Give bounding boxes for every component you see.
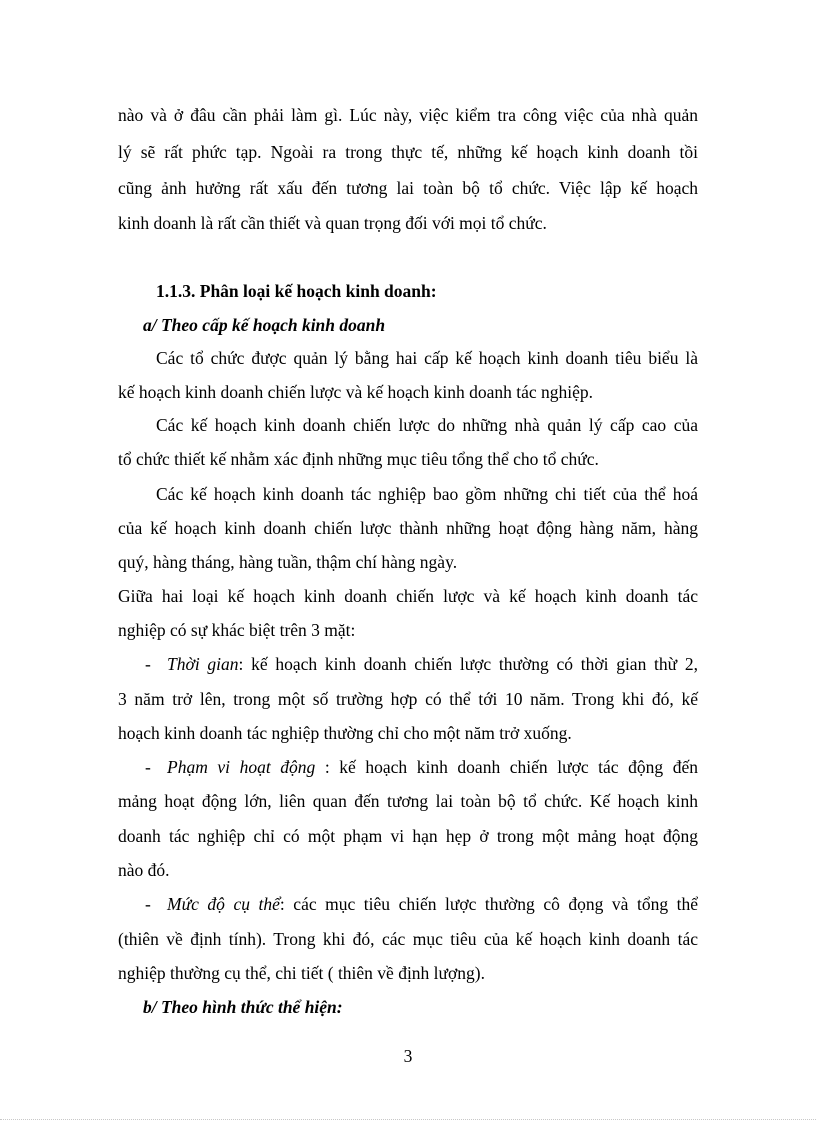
paragraph-line: doanh tác nghiệp chỉ có một phạm vi hạn hẹp ở trong một mảng hoạt động xyxy=(118,826,698,846)
paragraph-line: Các tổ chức được quản lý bằng hai cấp kế hoạch kinh doanh tiêu biểu là xyxy=(156,348,698,368)
bullet-text: : kế hoạch kinh doanh chiến lược tác động đến xyxy=(315,757,698,777)
paragraph-line: nào và ở đâu cần phải làm gì. Lúc này, việc kiểm tra công việc của nhà quản xyxy=(118,105,698,125)
page-bottom-divider xyxy=(0,1119,816,1120)
subheading-a: a/ Theo cấp kế hoạch kinh doanh xyxy=(143,315,386,335)
paragraph-line: Các kế hoạch kinh doanh tác nghiệp bao gồm những chi tiết của thể hoá xyxy=(156,484,698,504)
bullet-dash: - xyxy=(145,654,151,674)
paragraph-line: lý sẽ rất phức tạp. Ngoài ra trong thực tế, những kế hoạch kinh doanh tồi xyxy=(118,142,698,162)
subheading-b: b/ Theo hình thức thể hiện: xyxy=(143,997,343,1017)
bullet-item-first-line xyxy=(145,756,698,778)
paragraph-line: tổ chức thiết kế nhằm xác định những mục tiêu tổng thể cho tổ chức. xyxy=(118,449,599,469)
paragraph-line: 3 năm trở lên, trong một số trường hợp có thể tới 10 năm. Trong khi đó, kế xyxy=(118,689,698,709)
bullet-text: : các mục tiêu chiến lược thường cô đọng và tổng thể xyxy=(279,894,698,914)
bullet-term: Phạm vi hoạt động xyxy=(167,757,316,777)
paragraph-line: Giữa hai loại kế hoạch kinh doanh chiến lược và kế hoạch kinh doanh tác xyxy=(118,586,698,606)
paragraph-line: mảng hoạt động lớn, liên quan đến tương lai toàn bộ tổ chức. Kế hoạch kinh xyxy=(118,791,698,811)
bullet-item-first-line xyxy=(145,893,698,915)
bullet-text: : kế hoạch kinh doanh chiến lược thường có thời gian thừ 2, xyxy=(238,654,698,674)
paragraph-line: nào đó. xyxy=(118,860,170,880)
page-number: 3 xyxy=(403,1046,413,1066)
bullet-term: Mức độ cụ thể xyxy=(167,894,280,914)
paragraph-line: nghiệp có sự khác biệt trên 3 mặt: xyxy=(118,620,356,640)
paragraph-line: (thiên về định tính). Trong khi đó, các mục tiêu của kế hoạch kinh doanh tác xyxy=(118,929,698,949)
bullet-dash: - xyxy=(145,894,151,914)
paragraph-line: kế hoạch kinh doanh chiến lược và kế hoạch kinh doanh tác nghiệp. xyxy=(118,382,594,402)
bullet-dash: - xyxy=(145,757,151,777)
paragraph-line: của kế hoạch kinh doanh chiến lược thành những hoạt động hàng năm, hàng xyxy=(118,518,698,538)
bullet-term: Thời gian xyxy=(167,654,239,674)
paragraph-line: Các kế hoạch kinh doanh chiến lược do những nhà quản lý cấp cao của xyxy=(156,415,698,435)
paragraph-line: quý, hàng tháng, hàng tuần, thậm chí hàng ngày. xyxy=(118,552,458,572)
bullet-item-first-line xyxy=(145,653,698,675)
paragraph-line: kinh doanh là rất cần thiết và quan trọng đối với mọi tổ chức. xyxy=(118,213,547,233)
paragraph-line: nghiệp thường cụ thể, chi tiết ( thiên về định lượng). xyxy=(118,963,485,983)
section-heading: 1.1.3. Phân loại kế hoạch kinh doanh: xyxy=(156,281,437,301)
paragraph-line: cũng ảnh hưởng rất xấu đến tương lai toàn bộ tổ chức. Việc lập kế hoạch xyxy=(118,178,698,198)
paragraph-line: hoạch kinh doanh tác nghiệp thường chỉ cho một năm trở xuống. xyxy=(118,723,572,743)
